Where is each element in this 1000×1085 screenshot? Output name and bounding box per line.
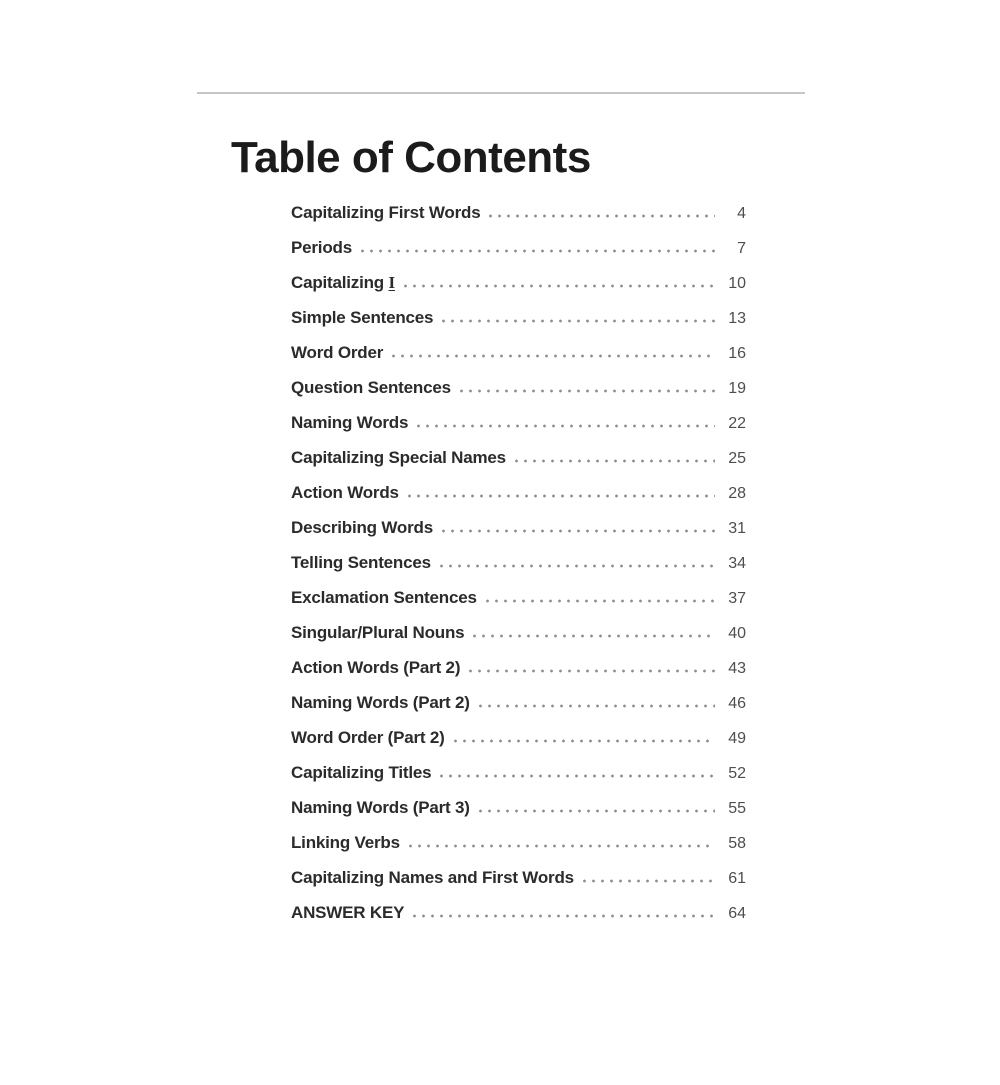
toc-entry [291,203,746,238]
toc-entry-label: Capitalizing Names and First Words [291,868,574,887]
toc-entry-label: Word Order (Part 2) [291,728,445,747]
toc-entry-label: Naming Words (Part 2) [291,693,470,712]
dotted-leader [437,774,715,778]
top-divider-rule [197,92,805,94]
toc-entry-label: Capitalizing Titles [291,763,432,782]
dotted-leader [358,249,715,253]
toc-entry-label: Describing Words [291,518,433,537]
dotted-leader [512,459,715,463]
dotted-leader [439,319,715,323]
toc-entry-label: Simple Sentences [291,308,434,327]
toc-entry [291,763,746,798]
toc-entry-page-number: 46 [728,695,746,712]
toc-entry-page-number: 10 [728,275,746,292]
toc-entry-page-number: 58 [728,835,746,852]
toc-entry-page-number: 16 [728,345,746,362]
page-title: Table of Contents [231,133,591,183]
dotted-leader [580,879,715,883]
toc-entry-label: Telling Sentences [291,553,431,572]
toc-entry [291,903,746,938]
toc-entry [291,623,746,658]
dotted-leader [457,389,715,393]
toc-entry-page-number: 61 [728,870,746,887]
toc-entry-page-number: 34 [728,555,746,572]
dotted-leader [451,739,715,743]
toc-entry-label: Capitalizing I [291,273,395,292]
toc-entry-label: Action Words [291,483,399,502]
toc-entry-page-number: 22 [728,415,746,432]
dotted-leader [414,424,715,428]
toc-entry [291,553,746,588]
toc-entry-label: ANSWER KEY [291,903,405,922]
toc-entry-page-number: 19 [728,380,746,397]
dotted-leader [476,809,715,813]
toc-entry [291,798,746,833]
toc-entry-page-number: 25 [728,450,746,467]
toc-entry-label: Word Order [291,343,384,362]
toc-entry [291,483,746,518]
toc-entry-page-number: 28 [728,485,746,502]
toc-entry-label: Linking Verbs [291,833,400,852]
dotted-leader [466,669,715,673]
dotted-leader [410,914,715,918]
toc-entry [291,413,746,448]
toc-entry [291,308,746,343]
toc-entry [291,448,746,483]
toc-entry-page-number: 64 [728,905,746,922]
toc-entry [291,658,746,693]
toc-entry-label: Question Sentences [291,378,451,397]
toc-entry-page-number: 31 [728,520,746,537]
dotted-leader [401,284,715,288]
dotted-leader [389,354,715,358]
dotted-leader [476,704,715,708]
toc-entry [291,378,746,413]
toc-entry-label: Action Words (Part 2) [291,658,461,677]
toc-entry-label: Naming Words (Part 3) [291,798,470,817]
toc-entry-label: Capitalizing Special Names [291,448,506,467]
toc-entry-page-number: 4 [737,205,746,222]
toc-entry [291,518,746,553]
toc-entry-label: Exclamation Sentences [291,588,477,607]
dotted-leader [483,599,715,603]
toc-entry [291,728,746,763]
underlined-letter: I [388,273,395,292]
toc-entry-page-number: 49 [728,730,746,747]
toc-entry [291,868,746,903]
toc-entry-label: Periods [291,238,352,257]
toc-entry [291,238,746,273]
toc-entry-page-number: 37 [728,590,746,607]
toc-entry-page-number: 40 [728,625,746,642]
dotted-leader [486,214,715,218]
toc-entry-page-number: 55 [728,800,746,817]
toc-entry-page-number: 43 [728,660,746,677]
toc-entry-label: Capitalizing First Words [291,203,481,222]
dotted-leader [405,494,715,498]
toc-entry [291,343,746,378]
toc-entry-page-number: 13 [728,310,746,327]
toc-entry [291,588,746,623]
toc-entry-page-number: 52 [728,765,746,782]
dotted-leader [470,634,715,638]
dotted-leader [406,844,715,848]
toc-list [291,203,746,938]
dotted-leader [439,529,715,533]
dotted-leader [437,564,715,568]
toc-entry-label: Singular/Plural Nouns [291,623,465,642]
toc-entry-label: Naming Words [291,413,409,432]
toc-entry-page-number: 7 [737,240,746,257]
toc-entry [291,833,746,868]
toc-entry [291,273,746,308]
toc-entry [291,693,746,728]
